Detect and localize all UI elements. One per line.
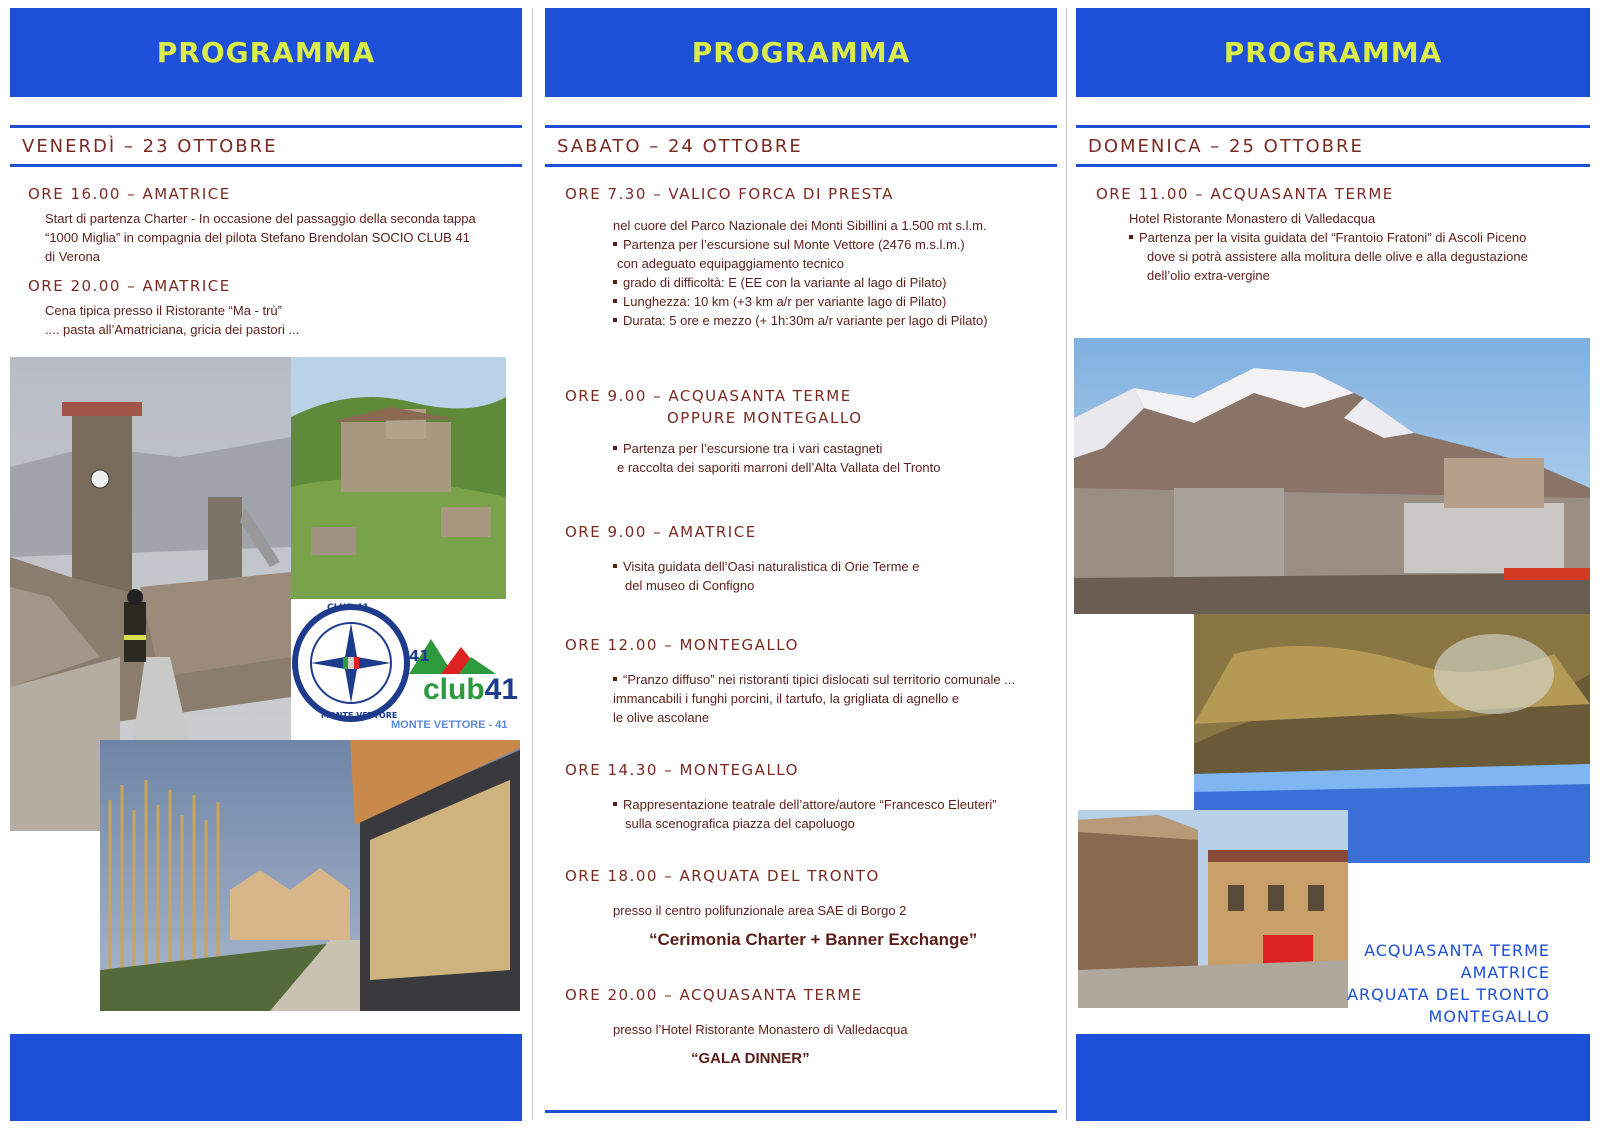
bottom-rule	[545, 1110, 1057, 1113]
day-title: VENERDÌ – 23 OTTOBRE	[22, 135, 278, 157]
event-heading: ORE 18.00 – ARQUATA DEL TRONTO	[565, 867, 880, 885]
day-heading	[10, 125, 522, 167]
panel-header	[10, 8, 522, 97]
event-heading: ORE 9.00 – ACQUASANTA TERME	[565, 387, 852, 405]
event-heading: ORE 16.00 – AMATRICE	[28, 185, 231, 203]
event-description: presso l’Hotel Ristorante Monastero di Valledacqua	[613, 1022, 908, 1037]
panel-header	[545, 8, 1057, 97]
town-name: AMATRICE	[1460, 963, 1550, 982]
event-description: Visita guidata dell’Oasi naturalistica di Orie Terme e del museo di Configno	[613, 557, 920, 595]
event-description: Rappresentazione teatrale dell’attore/autore “Francesco Eleuteri” sulla scenografica piazza del capoluogo	[613, 795, 997, 833]
event-description: “Pranzo diffuso” nei ristoranti tipici dislocati sul territorio comunale ... immancabili i funghi porcini, il tartufo, la grigliata di agnello e le olive ascolane	[613, 672, 1016, 725]
modern-building-photo	[100, 740, 520, 1011]
logo-ring-bottom: MONTE VETTORE	[321, 711, 398, 720]
event-heading: ORE 7.30 – VALICO FORCA DI PRESTA	[565, 185, 894, 203]
logo-number: 41	[409, 647, 430, 665]
logo-subtitle: MONTE VETTORE - 41	[391, 719, 508, 731]
panel-footer	[1076, 1034, 1590, 1121]
header-title: PROGRAMMA	[1223, 36, 1443, 69]
event-heading-alt: OPPURE MONTEGALLO	[667, 409, 863, 427]
event-heading: ORE 9.00 – AMATRICE	[565, 523, 757, 541]
ceremony-title: “Cerimonia Charter + Banner Exchange”	[649, 930, 978, 949]
day-heading	[1076, 125, 1590, 167]
event-heading: ORE 14.30 – MONTEGALLO	[565, 761, 799, 779]
event-heading: ORE 20.00 – ACQUASANTA TERME	[565, 986, 863, 1004]
panel-saturday	[545, 0, 1057, 1131]
day-title: SABATO – 24 OTTOBRE	[557, 135, 803, 157]
town-name: ACQUASANTA TERME	[1364, 941, 1550, 960]
panel-divider	[1066, 8, 1067, 1120]
event-description: Hotel Ristorante Monastero di Valledacqua Partenza per la visita guidata del “Frantoio Fratoni” di Ascoli Piceno dove si potrà assistere alla molitura delle olive e alla degustazione dell’olio extra-vergine	[1129, 211, 1528, 283]
mountain-ruins-photo	[1074, 338, 1590, 614]
header-title: PROGRAMMA	[691, 36, 911, 69]
club41-logo	[291, 599, 522, 740]
day-heading	[545, 125, 1057, 167]
event-description: presso il centro polifunzionale area SAE di Borgo 2	[613, 903, 907, 918]
event-description: Partenza per l’escursione tra i vari castagneti e raccolta dei saporiti marroni dell’Alta Vallata del Tronto	[613, 439, 940, 477]
logo-wordmark: club41	[423, 673, 519, 706]
logo-ring-top: CLUB 41	[327, 603, 369, 613]
event-description: Cena tipica presso il Ristorante “Ma - trù” .... pasta all’Amatriciana, gricia dei pastori ...	[45, 303, 300, 337]
day-title: DOMENICA – 25 OTTOBRE	[1088, 135, 1364, 157]
event-description: Start di partenza Charter - In occasione del passaggio della seconda tappa “1000 Miglia” in compagnia del pilota Stefano Brendolan SOCIO CLUB 41 di Verona	[45, 211, 476, 264]
panel-sunday	[1076, 0, 1590, 1131]
panel-header	[1076, 8, 1590, 97]
towns-list	[1347, 940, 1550, 1028]
town-name: MONTEGALLO	[1428, 1007, 1550, 1026]
panel-footer	[10, 1034, 522, 1121]
event-heading: ORE 20.00 – AMATRICE	[28, 277, 231, 295]
header-title: PROGRAMMA	[156, 36, 376, 69]
event-heading: ORE 12.00 – MONTEGALLO	[565, 636, 799, 654]
gala-dinner-title: “GALA DINNER”	[691, 1050, 810, 1067]
event-heading: ORE 11.00 – ACQUASANTA TERME	[1096, 185, 1394, 203]
town-square-photo	[1078, 810, 1348, 1008]
panel-friday	[10, 0, 522, 1131]
castle-photo	[291, 357, 506, 599]
panel-divider	[532, 8, 533, 1120]
event-description: nel cuore del Parco Nazionale dei Monti Sibillini a 1.500 mt s.l.m. Partenza per l’escursione sul Monte Vettore (2476 m.s.l.m.) con adeguato equipaggiamento tecnico grado di difficoltà: E (EE con la variante al lago di Pilato) Lunghezza: 10 km (+3 km a/r per variante lago di Pilato) Durata: 5 ore e mezzo (+ 1h:30m a/r variante per lago di Pilato)	[613, 218, 988, 328]
town-name: ARQUATA DEL TRONTO	[1347, 985, 1550, 1004]
